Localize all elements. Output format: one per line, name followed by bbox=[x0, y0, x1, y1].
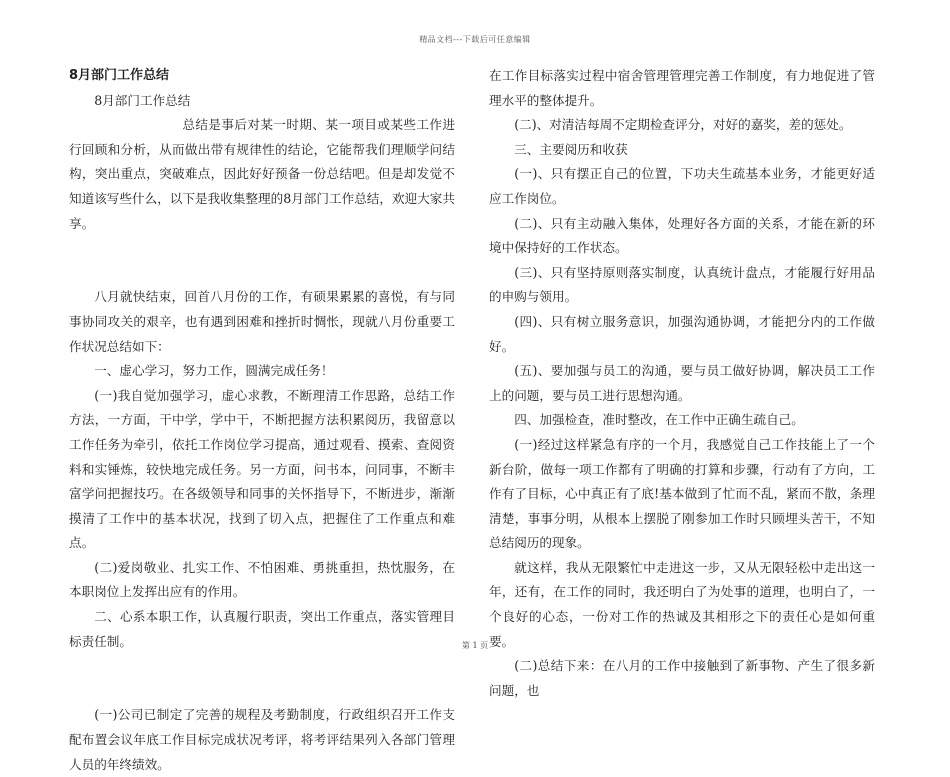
continued-paragraph: 在工作目标落实过程中宿舍管理管理完善工作制度，有力地促进了管理水平的整体提升。 bbox=[489, 68, 875, 108]
section-heading-3: 三、主要阅历和收获 bbox=[514, 141, 628, 157]
paragraph-4: (二)、对清洁每周不定期检查评分，对好的嘉奖，差的惩处。 bbox=[514, 117, 852, 133]
section-heading-1: 一、虚心学习，努力工作，圆满完成任务！ bbox=[94, 363, 334, 379]
paragraph-2: (二)爱岗敬业、扎实工作、不怕困难、勇挑重担，热忱服务，在本职岗位上发挥出应有的作用。 bbox=[69, 559, 455, 600]
paragraph-12: (二)总结下来：在八月的工作中接触到了新事物、产生了很多新问题，也 bbox=[489, 658, 875, 698]
right-column bbox=[489, 64, 875, 703]
paragraph-10: (一)经过这样紧急有序的一个月，我感觉自己工作技能上了一个新台阶，做每一项工作都有了明确的打算和步骤，行动有了方向，工作有了目标，心中真正有了底!基本做到了忙而不乱，紧而不散，条理清楚，事事分明，从根本上摆脱了刚参加工作时只顾埋头苦干，不知总结阅历的现象。 bbox=[489, 436, 875, 551]
spacer bbox=[69, 236, 455, 261]
paragraph-8: (四)、只有树立服务意识，加强沟通协调，才能把分内的工作做好。 bbox=[489, 313, 875, 354]
section-heading-2: 二、心系本职工作，认真履行职责，突出工作重点，落实管理目标责任制。 bbox=[69, 609, 455, 649]
opening-paragraph: 八月就快结束，回首八月份的工作，有硕果累累的喜悦，有与同事协同攻关的艰辛，也有遇到困难和挫折时惆怅，现就八月份重要工作状况总结如下： bbox=[69, 289, 455, 354]
left-column bbox=[69, 64, 455, 777]
page-number: 第 1 页 bbox=[461, 641, 489, 650]
page-header: 精品文档---下载后可任意编辑 bbox=[419, 35, 531, 44]
paragraph-7: (三)、只有坚持原则落实制度，认真统计盘点，才能履行好用品的申购与领用。 bbox=[489, 264, 875, 305]
paragraph-3: (一)公司已制定了完善的规程及考勤制度，行政组织召开工作支配布置会议年底工作目标完成状况考评，将考评结果列入各部门管理人员的年终绩效。 bbox=[69, 707, 455, 772]
paragraph-1: (一)我自觉加强学习，虚心求教，不断理清工作思路，总结工作方法，一方面，干中学，学中干，不断把握方法积累阅历，我留意以工作任务为牵引，依托工作岗位学习提高，通过观看、摸索、查阅资料和实锤炼，较快地完成任务。另一方面，问书本，问同事，不断丰富学问把握技巧。在各级领导和同事的关怀指导下，不断进步，渐渐摸清了工作中的基本状况，找到了切入点，把握住了工作重点和难点。 bbox=[69, 387, 455, 551]
document-subtitle: 8月部门工作总结 bbox=[94, 92, 191, 108]
spacer bbox=[69, 261, 455, 286]
spacer bbox=[69, 654, 455, 679]
document-title: 8月部门工作总结 bbox=[69, 68, 170, 83]
intro-paragraph: 总结是事后对某一时期、某一项目或某些工作进行回顾和分析，从而做出带有规律性的结论，它能帮我们理顺学问结构，突出重点，突破难点，因此好好预备一份总结吧。但是却发觉不知道该写些什么，以下是我收集整理的8月部门工作总结，欢迎大家共享。 bbox=[69, 117, 455, 231]
spacer bbox=[69, 679, 455, 704]
paragraph-11: 就这样，我从无限繁忙中走进这一步，又从无限轻松中走出这一年，还有，在工作的同时，我还明白了为处事的道理，也明白了，一个良好的心态，一份对工作的热诚及其相形之下的责任心是如何重要。 bbox=[489, 559, 875, 649]
paragraph-5: (一)、只有摆正自己的位置，下功夫生疏基本业务，才能更好适应工作岗位。 bbox=[489, 166, 875, 206]
paragraph-6: (二)、只有主动融入集体，处理好各方面的关系，才能在新的环境中保持好的工作状态。 bbox=[489, 215, 875, 256]
section-heading-4: 四、加强检查，准时整改，在工作中正确生疏自己。 bbox=[514, 412, 804, 428]
paragraph-9: (五)、要加强与员工的沟通，要与员工做好协调，解决员工工作上的问题，要与员工进行思想沟通。 bbox=[489, 363, 875, 403]
